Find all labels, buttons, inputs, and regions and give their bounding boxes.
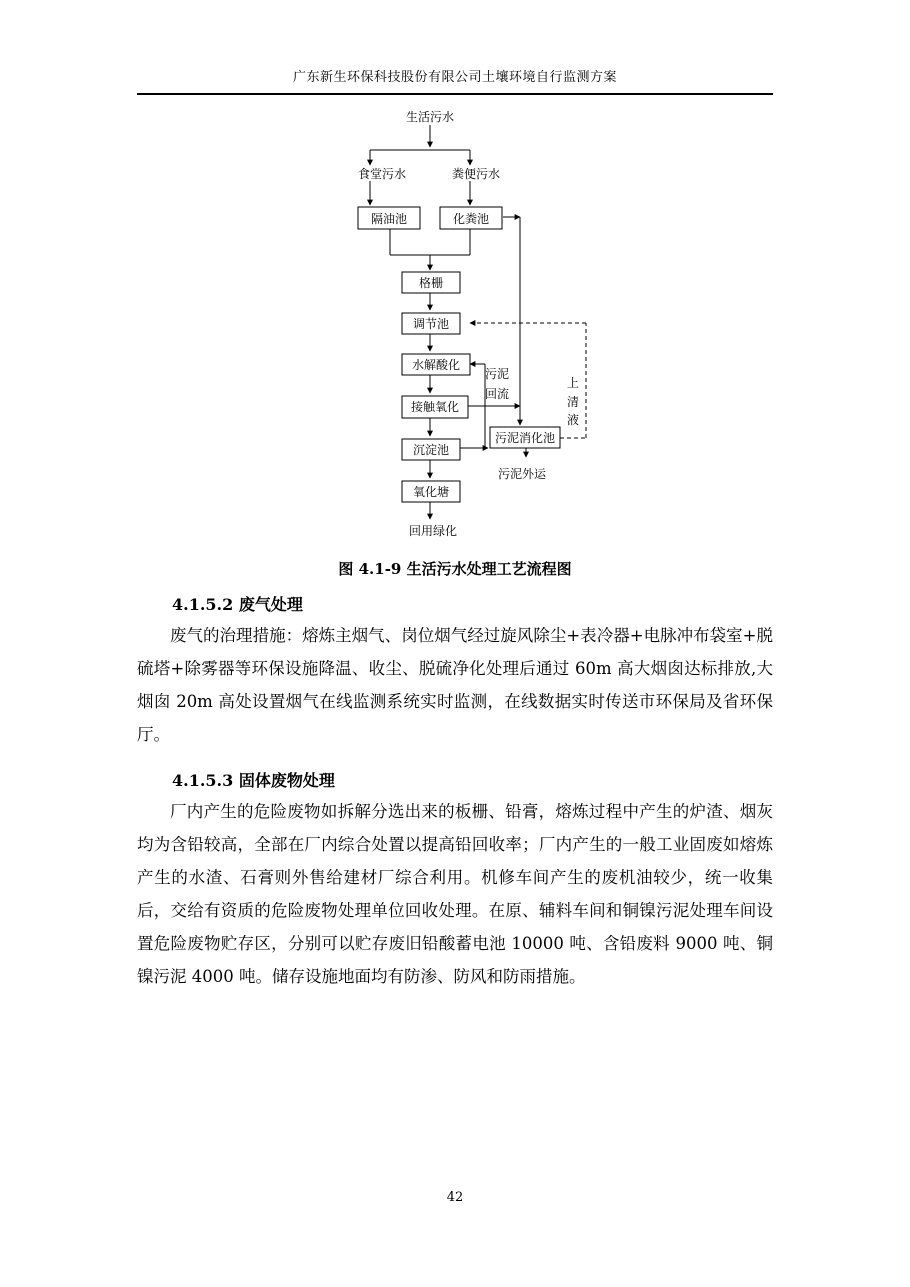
- sedimentation-label: 沉淀池: [412, 443, 450, 457]
- sludge-digester-label: 污泥消化池: [494, 431, 556, 445]
- source-label: 生活污水: [405, 110, 455, 124]
- hydrolysis-label: 水解酸化: [411, 358, 461, 372]
- page-number: 42: [446, 1190, 464, 1205]
- header-rule: [137, 93, 773, 95]
- section-heading-waste-gas: 4.1.5.2 废气处理: [172, 595, 303, 614]
- supernatant-label-2: 清: [566, 395, 580, 409]
- grease-trap-label: 隔油池: [370, 212, 408, 226]
- solid-waste-paragraph: 厂内产生的危险废物如拆解分选出来的板栅、铅膏，熔炼过程中产生的炉渣、烟灰均为含铅较高，全部在厂内综合处置以提高铅回收率；厂内产生的一般工业固废如熔炼产生的水渣、石膏则外售给建材厂综合利用。机修车间产生的废机油较少，统一收集后，交给有资质的危险废物处理单位回收处理。在原、辅料车间和铜镍污泥处理车间设置危险废物贮存区，分别可以贮存废旧铅酸蓄电池 10000 吨、含铅废料 9000 吨、铜镍污泥 4000 吨。储存设施地面均有防渗、防风和防雨措施。: [137, 802, 773, 986]
- wastewater-flowchart: [330, 105, 600, 545]
- supernatant-label-3: 液: [566, 413, 580, 427]
- waste-gas-paragraph: 废气的治理措施：熔炼主烟气、岗位烟气经过旋风除尘+表冷器+电脉冲布袋室+脱硫塔+除雾器等环保设施降温、收尘、脱硫净化处理后通过 60m 高大烟囱达标排放,大烟囱 20m 高处设置烟气在线监测系统实时监测，在线数据实时传送市环保局及省环保厅。: [137, 626, 773, 744]
- screen-label: 格栅: [418, 276, 444, 290]
- equalization-label: 调节池: [412, 317, 450, 331]
- oxidation-pond-label: 氧化塘: [412, 485, 450, 499]
- contact-oxidation-label: 接触氧化: [410, 400, 460, 414]
- septic-tank-label: 化粪池: [452, 212, 490, 226]
- toilet-label: 粪便污水: [451, 167, 501, 181]
- canteen-label: 食堂污水: [357, 167, 407, 181]
- sludge-return-label-2: 回流: [484, 387, 510, 401]
- section-heading-solid-waste: 4.1.5.3 固体废物处理: [172, 771, 335, 790]
- sludge-out-label: 污泥外运: [497, 467, 547, 481]
- reuse-label: 回用绿化: [408, 524, 458, 538]
- figure-caption: 图 4.1-9 生活污水处理工艺流程图: [338, 560, 572, 578]
- supernatant-label-1: 上: [566, 376, 580, 390]
- page-header: 广东新生环保科技股份有限公司土壤环境自行监测方案: [292, 70, 617, 85]
- sludge-return-label-1: 污泥: [484, 367, 510, 381]
